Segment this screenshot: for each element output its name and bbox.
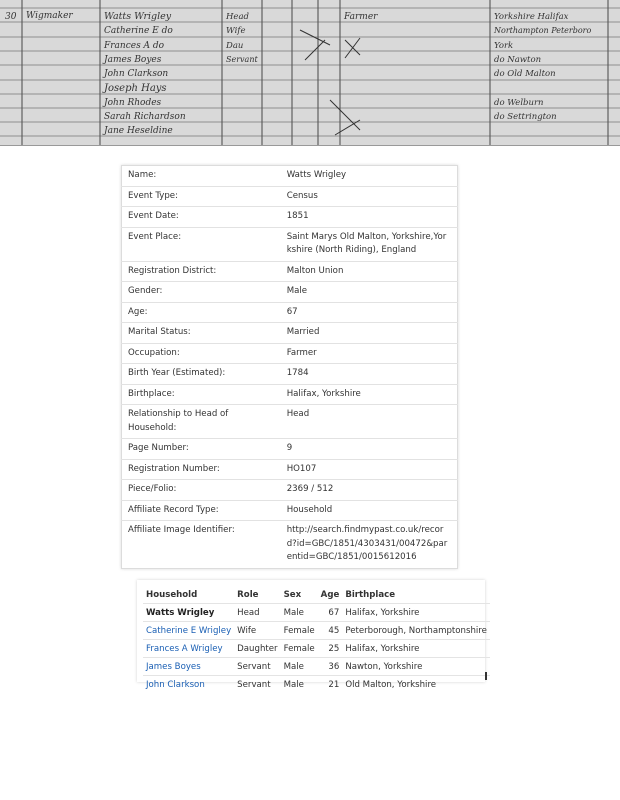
household-sex: Female bbox=[283, 625, 315, 636]
scan-text: Frances A do bbox=[104, 41, 165, 51]
col-role: Role bbox=[237, 589, 259, 600]
record-row bbox=[122, 364, 458, 385]
record-row bbox=[122, 405, 458, 439]
col-birthplace: Birthplace bbox=[345, 589, 396, 600]
record-label: Birthplace: bbox=[122, 384, 281, 405]
scan-text: James Boyes bbox=[104, 55, 162, 65]
household-role: Servant bbox=[237, 679, 271, 690]
scan-text: York bbox=[494, 41, 514, 51]
record-value: 1784 bbox=[281, 364, 458, 385]
record-value: 1851 bbox=[281, 207, 458, 228]
record-label: Piece/Folio: bbox=[122, 480, 281, 501]
record-row bbox=[122, 480, 458, 501]
scan-text: Catherine E do bbox=[104, 26, 173, 36]
record-row bbox=[122, 384, 458, 405]
household-row bbox=[143, 604, 490, 622]
scan-text: John Clarkson bbox=[104, 69, 169, 79]
census-scan-drawing bbox=[0, 0, 620, 145]
record-row bbox=[122, 343, 458, 364]
record-value: Watts Wrigley bbox=[286, 170, 347, 180]
household-sex: Female bbox=[283, 643, 315, 654]
panel-edge-mark bbox=[485, 672, 487, 680]
scan-text: Head bbox=[226, 12, 249, 22]
household-birthplace: Old Malton, Yorkshire bbox=[345, 679, 437, 690]
household-row bbox=[143, 640, 490, 658]
household-name[interactable]: James Boyes bbox=[146, 661, 201, 672]
household-age: 45 bbox=[328, 625, 340, 636]
record-row bbox=[122, 439, 458, 460]
record-value: Malton Union bbox=[281, 261, 458, 282]
scan-text: do Nawton bbox=[494, 55, 542, 65]
record-value: Halifax, Yorkshire bbox=[281, 384, 458, 405]
scan-text: Wife bbox=[226, 26, 246, 36]
household-panel bbox=[137, 580, 487, 690]
record-row bbox=[122, 166, 458, 187]
record-details-table bbox=[121, 165, 458, 569]
household-sex: Male bbox=[283, 661, 304, 672]
record-row bbox=[122, 207, 458, 228]
record-value: Married bbox=[281, 323, 458, 344]
record-label: Name: bbox=[128, 170, 157, 180]
household-name: Watts Wrigley bbox=[146, 607, 215, 618]
record-label: Occupation: bbox=[122, 343, 281, 364]
household-age: 21 bbox=[328, 679, 340, 690]
record-label: Registration District: bbox=[122, 261, 281, 282]
record-row bbox=[122, 323, 458, 344]
scan-text: Jane Heseldine bbox=[104, 126, 173, 136]
record-label: Registration Number: bbox=[122, 459, 281, 480]
scan-text: Northampton Peterboro bbox=[494, 26, 592, 35]
household-age: 36 bbox=[328, 661, 340, 672]
record-label: Affiliate Image Identifier: bbox=[122, 521, 281, 569]
household-table bbox=[143, 586, 490, 693]
record-value: Census bbox=[281, 186, 458, 207]
col-household: Household bbox=[146, 589, 198, 600]
record-row bbox=[122, 282, 458, 303]
record-label: Gender: bbox=[122, 282, 281, 303]
household-sex: Male bbox=[283, 607, 304, 618]
scan-text: do Welburn bbox=[494, 98, 544, 108]
household-role: Servant bbox=[237, 661, 271, 672]
record-value: HO107 bbox=[281, 459, 458, 480]
record-value[interactable]: http://search.findmypast.co.uk/record?id=GBC/1851/4303431/00472&parentid=GBC/1851/0015612016 bbox=[281, 521, 458, 569]
scan-text: Servant bbox=[226, 55, 258, 64]
scan-text: 30 bbox=[5, 12, 17, 22]
scan-text: Farmer bbox=[344, 12, 378, 22]
household-role: Daughter bbox=[237, 643, 278, 654]
scan-text: Yorkshire Halifax bbox=[494, 12, 569, 22]
household-role: Wife bbox=[237, 625, 257, 636]
record-value: 2369 / 512 bbox=[281, 480, 458, 501]
record-label: Event Date: bbox=[122, 207, 281, 228]
record-label: Age: bbox=[122, 302, 281, 323]
household-name[interactable]: Catherine E Wrigley bbox=[146, 625, 232, 636]
record-label: Affiliate Record Type: bbox=[122, 500, 281, 521]
household-birthplace: Halifax, Yorkshire bbox=[345, 643, 420, 654]
household-age: 25 bbox=[328, 643, 340, 654]
household-name[interactable]: Frances A Wrigley bbox=[146, 643, 223, 654]
record-label: Marital Status: bbox=[122, 323, 281, 344]
record-row bbox=[122, 261, 458, 282]
record-row bbox=[122, 521, 458, 569]
record-row bbox=[122, 302, 458, 323]
scan-text: Wigmaker bbox=[26, 11, 73, 21]
household-birthplace: Halifax, Yorkshire bbox=[345, 607, 420, 618]
household-role: Head bbox=[237, 607, 260, 618]
household-row bbox=[143, 658, 490, 676]
household-birthplace: Nawton, Yorkshire bbox=[345, 661, 423, 672]
scan-text: John Rhodes bbox=[104, 98, 162, 108]
scan-text: Watts Wrigley bbox=[104, 11, 172, 22]
record-value: Household bbox=[281, 500, 458, 521]
col-sex: Sex bbox=[283, 589, 302, 600]
census-scan-image bbox=[0, 0, 620, 146]
record-row bbox=[122, 500, 458, 521]
record-row bbox=[122, 459, 458, 480]
household-row bbox=[143, 622, 490, 640]
record-row bbox=[122, 227, 458, 261]
record-value: Farmer bbox=[281, 343, 458, 364]
record-value: 67 bbox=[281, 302, 458, 323]
record-label: Event Type: bbox=[122, 186, 281, 207]
household-row bbox=[143, 676, 490, 694]
household-age: 67 bbox=[328, 607, 340, 618]
scan-text: do Old Malton bbox=[494, 69, 556, 79]
household-birthplace: Peterborough, Northamptonshire bbox=[345, 625, 487, 636]
record-value: Head bbox=[281, 405, 458, 439]
record-row bbox=[122, 186, 458, 207]
record-label: Page Number: bbox=[122, 439, 281, 460]
record-label: Birth Year (Estimated): bbox=[122, 364, 281, 385]
record-label: Event Place: bbox=[122, 227, 281, 261]
scan-text: do Settrington bbox=[494, 112, 557, 122]
record-value: 9 bbox=[281, 439, 458, 460]
record-label: Relationship to Head of Household: bbox=[122, 405, 281, 439]
record-value: Saint Marys Old Malton, Yorkshire,Yorkshire (North Riding), England bbox=[281, 227, 458, 261]
household-header-row bbox=[143, 586, 490, 604]
record-value: Male bbox=[281, 282, 458, 303]
scan-text: Dau bbox=[226, 41, 244, 51]
col-age: Age bbox=[320, 589, 340, 600]
household-sex: Male bbox=[283, 679, 304, 690]
scan-text: Joseph Hays bbox=[104, 83, 167, 94]
scan-text: Sarah Richardson bbox=[104, 112, 186, 122]
household-name[interactable]: John Clarkson bbox=[146, 679, 205, 690]
